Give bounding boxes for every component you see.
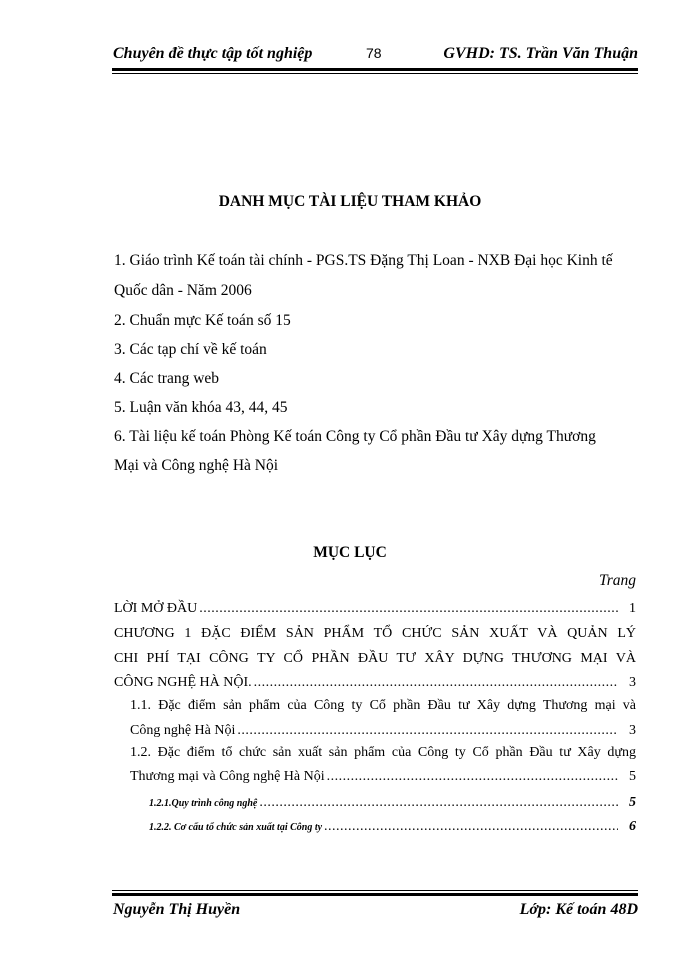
reference-item: 5. Luận văn khóa 43, 44, 45 xyxy=(114,399,288,416)
reference-item: 3. Các tạp chí về kế toán xyxy=(114,341,267,358)
header-left: Chuyên đề thực tập tốt nghiệp xyxy=(113,45,313,62)
toc-entry-page: 5 xyxy=(629,795,636,810)
toc-entry-chapter1[interactable] xyxy=(114,675,636,691)
toc-section-1-2-line[interactable]: 1.2. Đặc điểm tổ chức sản xuất sản phẩm của Công ty Cổ phần Đầu tư Xây dựng xyxy=(130,745,636,760)
toc-entry-label: Thương mại và Công nghệ Hà Nội xyxy=(130,769,325,784)
toc-entry-page: 1 xyxy=(629,601,636,616)
toc-entry-label: LỜI MỞ ĐẦU xyxy=(114,601,198,616)
reference-item: Quốc dân - Năm 2006 xyxy=(114,282,252,299)
toc-entry-page: 3 xyxy=(629,723,636,738)
toc-entry-section-1-1[interactable] xyxy=(130,723,636,739)
toc-title: MỤC LỤC xyxy=(313,544,387,561)
toc-leader-dots xyxy=(199,601,618,617)
toc-entry-section-1-2-1[interactable] xyxy=(149,795,636,811)
toc-entry-label: Công nghệ Hà Nội xyxy=(130,723,236,738)
header-rule-thick xyxy=(112,68,638,71)
toc-entry-page: 6 xyxy=(629,819,636,834)
toc-entry-label: 1.2.2. Cơ cấu tổ chức sản xuất tại Công ty xyxy=(149,822,323,833)
footer-left: Nguyễn Thị Huyền xyxy=(113,901,241,918)
header-right: GVHD: TS. Trần Văn Thuận xyxy=(443,45,638,62)
reference-item: 6. Tài liệu kế toán Phòng Kế toán Công ty Cổ phần Đầu tư Xây dựng Thương xyxy=(114,428,596,445)
reference-item: 4. Các trang web xyxy=(114,370,220,387)
reference-item: Mại và Công nghệ Hà Nội xyxy=(114,457,279,474)
toc-leader-dots xyxy=(324,819,618,835)
references-title: DANH MỤC TÀI LIỆU THAM KHẢO xyxy=(218,193,482,210)
toc-entry-intro[interactable] xyxy=(114,601,636,617)
toc-leader-dots xyxy=(254,675,618,691)
reference-item: 2. Chuẩn mực Kế toán số 15 xyxy=(114,312,291,329)
footer-rule-thin xyxy=(112,890,638,891)
toc-entry-section-1-2[interactable] xyxy=(130,769,636,785)
reference-item: 1. Giáo trình Kế toán tài chính - PGS.TS Đặng Thị Loan - NXB Đại học Kinh tế xyxy=(114,252,613,269)
header-rule-thin xyxy=(112,73,638,74)
toc-entry-page: 3 xyxy=(629,675,636,690)
footer-right: Lớp: Kế toán 48D xyxy=(519,901,638,918)
toc-leader-dots xyxy=(327,769,618,785)
toc-section-1-1-line[interactable]: 1.1. Đặc điểm sản phẩm của Công ty Cổ phần Đầu tư Xây dựng Thương mại và xyxy=(130,698,636,713)
header-page-number: 78 xyxy=(366,45,382,61)
toc-chapter1-line[interactable]: CHƯƠNG 1 ĐẶC ĐIỂM SẢN PHẨM TỔ CHỨC SẢN XUẤT VÀ QUẢN LÝ xyxy=(114,626,636,641)
toc-page-label: Trang xyxy=(598,572,636,589)
toc-chapter1-line[interactable]: CHI PHÍ TẠI CÔNG TY CỔ PHẦN ĐẦU TƯ XÂY DỰNG THƯƠNG MẠI VÀ xyxy=(114,651,636,666)
toc-entry-section-1-2-2[interactable] xyxy=(149,819,636,835)
toc-entry-label: CÔNG NGHỆ HÀ NỘI. xyxy=(114,675,252,690)
toc-entry-page: 5 xyxy=(629,769,636,784)
toc-leader-dots xyxy=(237,723,618,739)
footer-rule-thick xyxy=(112,893,638,896)
toc-entry-label: 1.2.1.Quy trình công nghệ xyxy=(149,798,258,809)
toc-leader-dots xyxy=(259,795,618,811)
